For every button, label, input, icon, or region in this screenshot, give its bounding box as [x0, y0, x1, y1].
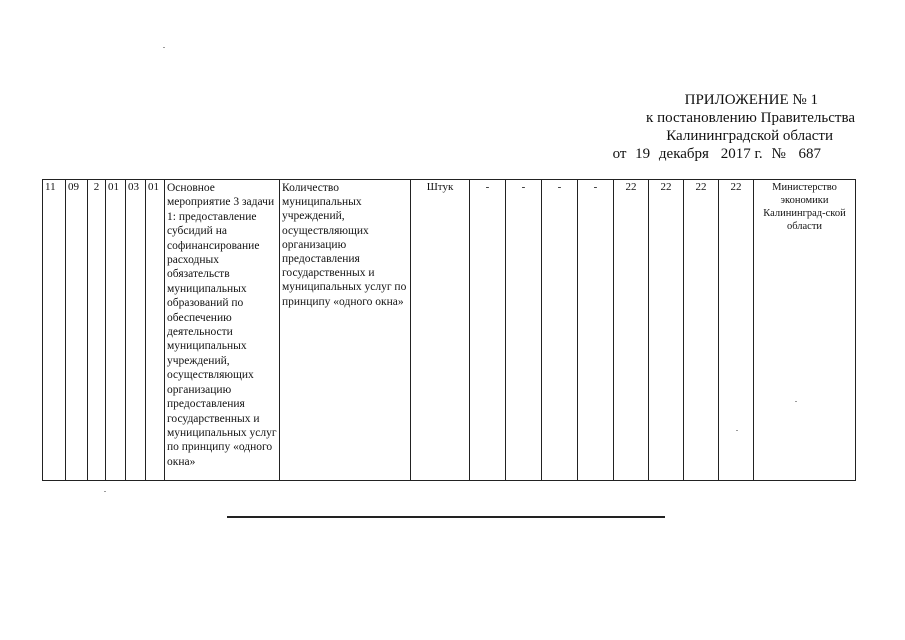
scan-speck — [163, 47, 165, 48]
number-sign: № — [771, 146, 786, 162]
date-prefix: от — [612, 146, 627, 162]
unit-cell: Штук — [411, 180, 470, 481]
scan-speck — [736, 430, 738, 431]
code-cell: 01 — [106, 180, 126, 481]
value-cell: 22 — [649, 180, 684, 481]
resolution-number: 687 — [798, 146, 821, 162]
value-cell: - — [506, 180, 542, 481]
value-cell: 22 — [719, 180, 754, 481]
activity-description-cell: Основное мероприятие 3 задачи 1: предоставление субсидий на софинансирование расходных обязательств муниципальных образований по обеспечению деятельности муниципальных учреждений, осуществляющих организацию предоставления государственных и муниципальных услуг по принципу «одного окна» — [165, 180, 280, 481]
resolution-date-line — [613, 146, 821, 163]
indicator-cell: Количество муниципальных учреждений, осуществляющих организацию предоставления государственных и муниципальных услуг по принципу «одного окна» — [280, 180, 411, 481]
program-table — [42, 179, 856, 481]
value-cell: - — [542, 180, 578, 481]
code-cell: 03 — [126, 180, 146, 481]
date-month: декабря — [658, 146, 709, 162]
appendix-title: ПРИЛОЖЕНИЕ № 1 — [684, 92, 818, 108]
code-cell: 2 — [88, 180, 106, 481]
value-cell: 22 — [614, 180, 649, 481]
document-header — [0, 0, 905, 170]
value-cell: - — [470, 180, 506, 481]
resolution-reference: к постановлению Правительства — [646, 110, 855, 126]
code-cell: 09 — [66, 180, 88, 481]
closing-rule — [227, 516, 665, 518]
region-name: Калининградской области — [666, 128, 833, 144]
scan-speck — [104, 491, 106, 492]
date-day: 19 — [635, 146, 651, 162]
code-cell: 11 — [43, 180, 66, 481]
responsible-cell: Министерство экономики Калининград-ской области — [754, 180, 856, 481]
date-year: 2017 г. — [720, 146, 763, 162]
table-row — [43, 180, 856, 481]
scan-speck — [795, 401, 797, 402]
code-cell: 01 — [146, 180, 165, 481]
value-cell: 22 — [684, 180, 719, 481]
value-cell: - — [578, 180, 614, 481]
